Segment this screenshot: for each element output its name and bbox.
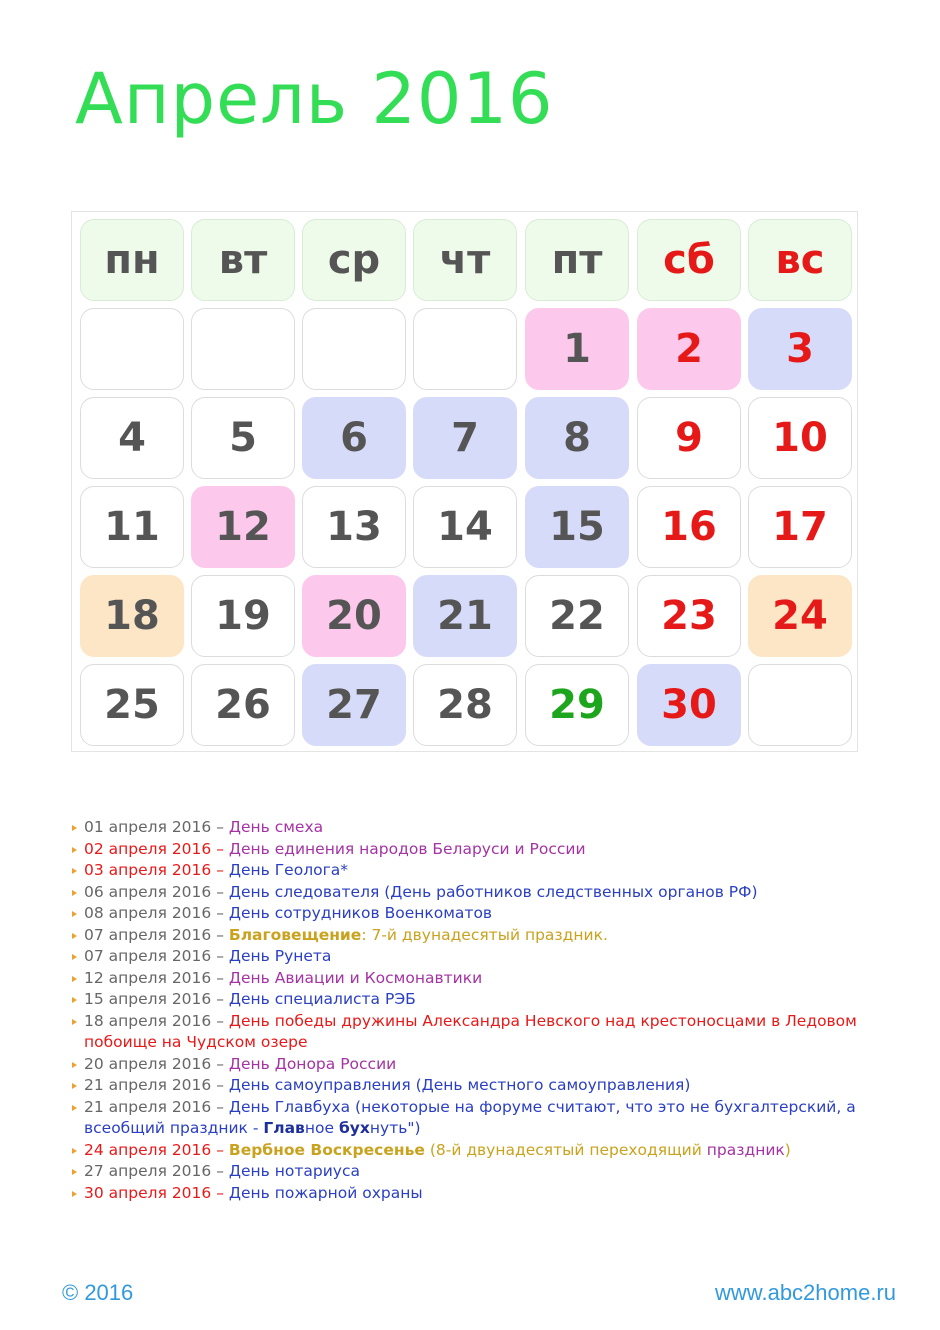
day-cell: 9: [637, 397, 741, 479]
holiday-item: [70, 1183, 890, 1205]
holiday-item: [70, 817, 890, 839]
day-cell: 16: [637, 486, 741, 568]
day-cell: 6: [302, 397, 406, 479]
weekday-header: сб: [637, 219, 741, 301]
holiday-name: День нотариуса: [228, 1162, 360, 1180]
day-cell: 26: [191, 664, 295, 746]
holiday-date: 27 апреля 2016 –: [84, 1162, 229, 1180]
day-cell: 27: [302, 664, 406, 746]
holiday-date: 06 апреля 2016 –: [84, 882, 229, 901]
day-cell: 11: [80, 486, 184, 568]
holiday-date: 21 апреля 2016 –: [84, 1097, 229, 1116]
holiday-item: [70, 903, 890, 925]
holiday-date: 12 апреля 2016 –: [84, 968, 229, 987]
day-cell: 7: [413, 397, 517, 479]
day-cell: 29: [525, 664, 629, 746]
holiday-date: 18 апреля 2016 –: [84, 1011, 229, 1030]
holiday-date: 07 апреля 2016 –: [84, 947, 229, 965]
holiday-name: День самоуправления (День местного самоуправления): [228, 1076, 691, 1094]
holiday-list: [70, 817, 890, 1204]
day-cell: 30: [637, 664, 741, 746]
weekday-header: вс: [748, 219, 852, 301]
holiday-item: [70, 968, 890, 990]
holiday-item: [70, 925, 890, 947]
holiday-name: праздник: [706, 1140, 785, 1159]
empty-day-cell: [80, 308, 184, 390]
page-title: Апрель 2016: [75, 58, 554, 140]
day-cell: 1: [525, 308, 629, 390]
holiday-date: 20 апреля 2016 –: [84, 1054, 229, 1073]
holiday-name: День Рунета: [228, 947, 332, 965]
weekday-header: пн: [80, 219, 184, 301]
holiday-name: День единения народов Беларуси и России: [228, 839, 586, 858]
holiday-name: День сотрудников Военкоматов: [228, 904, 493, 922]
day-cell: 22: [525, 575, 629, 657]
calendar-grid: [71, 211, 858, 752]
holiday-name: Благовещение: [228, 925, 362, 944]
holiday-item: [70, 946, 890, 968]
weekday-header: чт: [413, 219, 517, 301]
day-cell: 23: [637, 575, 741, 657]
holiday-date: 30 апреля 2016 –: [84, 1183, 229, 1202]
weekday-header: пт: [525, 219, 629, 301]
day-cell: 20: [302, 575, 406, 657]
holiday-date: 03 апреля 2016 –: [84, 861, 229, 879]
day-cell: 21: [413, 575, 517, 657]
holiday-item: [70, 839, 890, 861]
holiday-name: ): [784, 1140, 791, 1159]
holiday-name: День победы дружины Александра Невского над крестоносцами в Ледовом побоище на Чудском озере: [84, 1011, 857, 1051]
holiday-name: (8-й двунадесятый переходящий: [424, 1140, 707, 1159]
empty-day-cell: [302, 308, 406, 390]
holiday-name: День смеха: [228, 818, 324, 836]
day-cell: 28: [413, 664, 517, 746]
holiday-item: [70, 989, 890, 1011]
holiday-name: : 7-й двунадесятый праздник.: [361, 925, 608, 944]
holiday-date: 01 апреля 2016 –: [84, 818, 229, 836]
empty-day-cell: [413, 308, 517, 390]
website-link[interactable]: www.abc2home.ru: [715, 1280, 896, 1305]
holiday-name: День следователя (День работников следственных органов РФ): [228, 882, 758, 901]
holiday-item: [70, 1161, 890, 1183]
copyright-text: © 2016: [62, 1280, 134, 1305]
day-cell: 24: [748, 575, 852, 657]
holiday-date: 07 апреля 2016 –: [84, 925, 229, 944]
day-cell: 10: [748, 397, 852, 479]
holiday-date: 24 апреля 2016 –: [84, 1140, 229, 1159]
weekday-header: вт: [191, 219, 295, 301]
holiday-item: [70, 1140, 890, 1162]
holiday-name: нуть"): [369, 1119, 421, 1137]
holiday-name: День Геолога*: [228, 861, 348, 879]
holiday-item: [70, 1075, 890, 1097]
holiday-item: [70, 1011, 890, 1054]
holiday-name: День специалиста РЭБ: [228, 990, 416, 1008]
day-cell: 3: [748, 308, 852, 390]
day-cell: 25: [80, 664, 184, 746]
holiday-name: День Донора России: [228, 1054, 397, 1073]
holiday-name: Вербное Воскресенье: [228, 1140, 425, 1159]
holiday-date: 02 апреля 2016 –: [84, 839, 229, 858]
holiday-item: [70, 860, 890, 882]
holiday-name: День Авиации и Космонавтики: [228, 968, 483, 987]
holiday-item: [70, 1097, 890, 1140]
holiday-item: [70, 1054, 890, 1076]
holiday-date: 21 апреля 2016 –: [84, 1076, 229, 1094]
day-cell: 17: [748, 486, 852, 568]
day-cell: 8: [525, 397, 629, 479]
day-cell: 4: [80, 397, 184, 479]
holiday-date: 15 апреля 2016 –: [84, 990, 229, 1008]
day-cell: 5: [191, 397, 295, 479]
empty-day-cell: [748, 664, 852, 746]
day-cell: 12: [191, 486, 295, 568]
holiday-name: Глав: [263, 1119, 305, 1137]
day-cell: 14: [413, 486, 517, 568]
day-cell: 18: [80, 575, 184, 657]
day-cell: 15: [525, 486, 629, 568]
day-cell: 19: [191, 575, 295, 657]
day-cell: 13: [302, 486, 406, 568]
weekday-header: ср: [302, 219, 406, 301]
holiday-date: 08 апреля 2016 –: [84, 904, 229, 922]
holiday-item: [70, 882, 890, 904]
empty-day-cell: [191, 308, 295, 390]
holiday-name: День пожарной охраны: [228, 1183, 423, 1202]
day-cell: 2: [637, 308, 741, 390]
holiday-name: День Главбуха (некоторые на форуме считают, что это не бухгалтерский, а всеобщий праздник -: [84, 1097, 856, 1137]
holiday-name: ное: [304, 1119, 339, 1137]
holiday-name: бух: [338, 1119, 370, 1137]
